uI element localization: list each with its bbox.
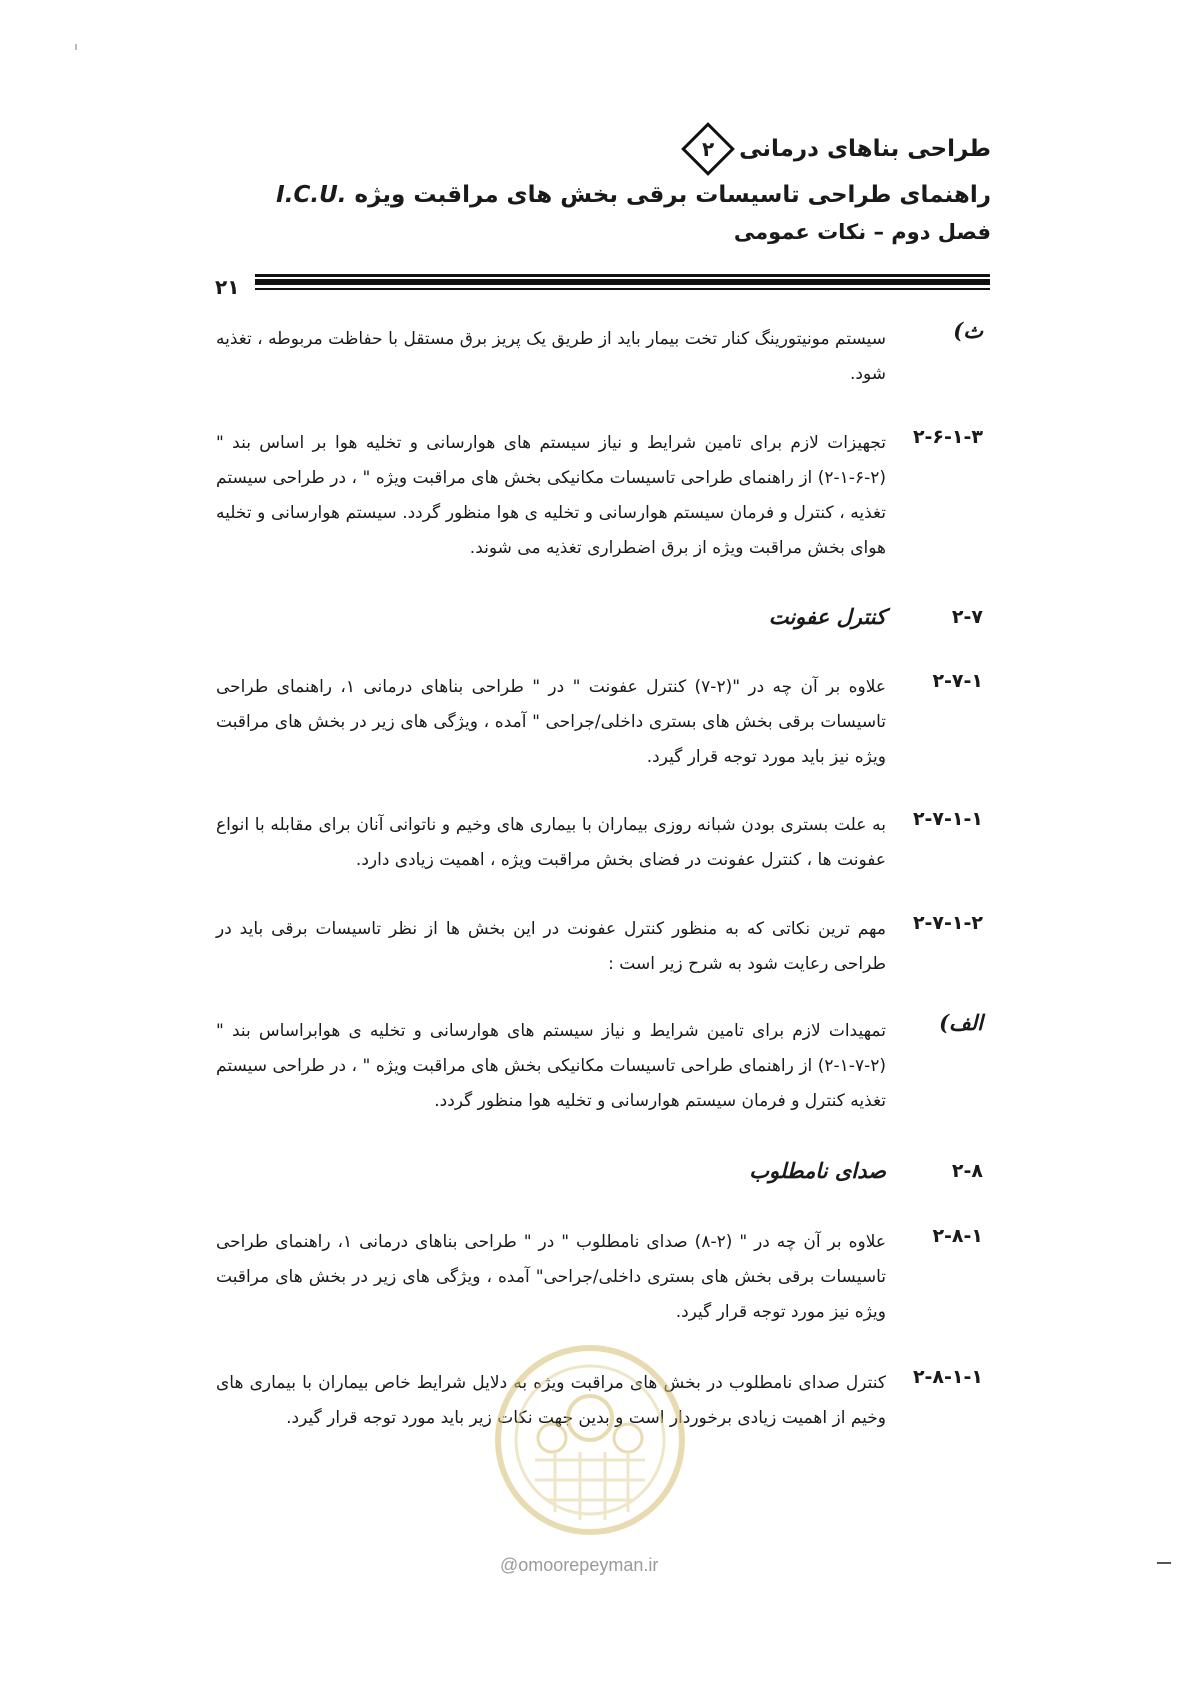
paragraph: علاوه بر آن چه در " (۲-۸) صدای نامطلوب " در " طراحی بناهای درمانی ۱، راهنمای طراحی تاسیسات برقی بخش های بستری داخلی/جراحی" آمده ، ویژگی های زیر در بخش های مراقبت ویژه نیز مورد توجه قرار گیرد. — [216, 1232, 887, 1322]
item-label: ث) — [953, 318, 983, 343]
chapter-title: فصل دوم – نکات عمومی — [733, 220, 991, 244]
section-title: صدای نامطلوب — [749, 1158, 886, 1183]
paragraph: علاوه بر آن چه در "(۲-۷) کنترل عفونت " در " طراحی بناهای درمانی ۱، راهنمای طراحی تاسیسات برقی بخش های بستری داخلی/جراحی " آمده ، ویژگی های زیر در بخش های مراقبت ویژه نیز باید مورد توجه قرار گیرد. — [216, 677, 886, 767]
subtitle-text: راهنمای طراحی تاسیسات برقی بخش های مراقبت ویژه — [354, 182, 991, 208]
scan-edge-mark — [1157, 1562, 1171, 1564]
header-rule — [255, 274, 990, 277]
paragraph: به علت بستری بودن شبانه روزی بیماران با بیماری های وخیم و ناتوانی آنان برای مقابله با انواع عفونت ها ، کنترل عفونت در فضای بخش مراقبت ویژه ، اهمیت زیادی دارد. — [216, 815, 886, 870]
clause-number: ۲-۷-۱-۲ — [912, 912, 983, 934]
paragraph: سیستم مونیتورینگ کنار تخت بیمار باید از طریق یک پریز برق مستقل با حفاظت مربوطه ، تغذیه شود. — [216, 329, 886, 384]
book-title-text: طراحی بناهای درمانی — [739, 136, 991, 162]
section-number: ۲-۸ — [951, 1160, 983, 1182]
paragraph: تجهیزات لازم برای تامین شرایط و نیاز سیستم های هوارسانی و تخلیه هوا بر اساس بند "(۲-۶-۱-۲) از راهنمای طراحی تاسیسات مکانیکی بخش های مراقبت ویژه " ، در طراحی سیستم تغذیه ، کنترل و فرمان سیستم هوارسانی و تخلیه ی هوا منظور گردد. سیستم هوارسانی و تخلیه هوای بخش مراقبت ویژه از برق اضطراری تغذیه می شوند. — [216, 433, 886, 558]
volume-diamond-icon — [681, 122, 735, 176]
subtitle-latin: I.C.U. — [276, 182, 347, 208]
clause-number: ۲-۷-۱-۱ — [912, 808, 983, 830]
page-number: ۲۱ — [215, 275, 240, 299]
paragraph: مهم ترین نکاتی که به منظور کنترل عفونت در این بخش ها از نظر تاسیسات برقی باید در طراحی رعایت شود به شرح زیر است : — [216, 919, 886, 974]
paragraph: تمهیدات لازم برای تامین شرایط و نیاز سیستم های هوارسانی و تخلیه ی هوابراساس بند " (۲-۷-۱-۲) از راهنمای طراحی تاسیسات مکانیکی بخش های مراقبت ویژه " ، در طراحی سیستم تغذیه کنترل و فرمان سیستم هوارسانی و تخلیه هوا منظور گردد. — [216, 1021, 886, 1111]
section-title: کنترل عفونت — [768, 604, 886, 629]
watermark-url: @omoorepeyman.ir — [500, 1555, 659, 1575]
clause-number: ۲-۷-۱ — [932, 670, 983, 692]
clause-number: ۲-۸-۱-۱ — [912, 1366, 983, 1388]
paragraph: کنترل صدای نامطلوب در بخش های مراقبت ویژه به دلایل شرایط خاص بیماران با بیماری های وخیم از اهمیت زیادی برخوردار است و بدین جهت نکات زیر باید مورد توجه قرار گیرد. — [216, 1373, 886, 1428]
header-rule-thin — [255, 288, 990, 290]
volume-number: ۲ — [702, 137, 715, 161]
clause-number: ۲-۶-۱-۳ — [912, 426, 983, 448]
section-number: ۲-۷ — [951, 606, 983, 628]
clause-number: ۲-۸-۱ — [932, 1225, 983, 1247]
scan-edge-mark — [75, 44, 77, 50]
header-rule-thick — [255, 279, 990, 285]
guide-subtitle — [276, 182, 991, 208]
item-label: الف) — [939, 1010, 983, 1035]
watermark-seal-icon — [490, 1340, 690, 1540]
book-title — [679, 130, 991, 168]
